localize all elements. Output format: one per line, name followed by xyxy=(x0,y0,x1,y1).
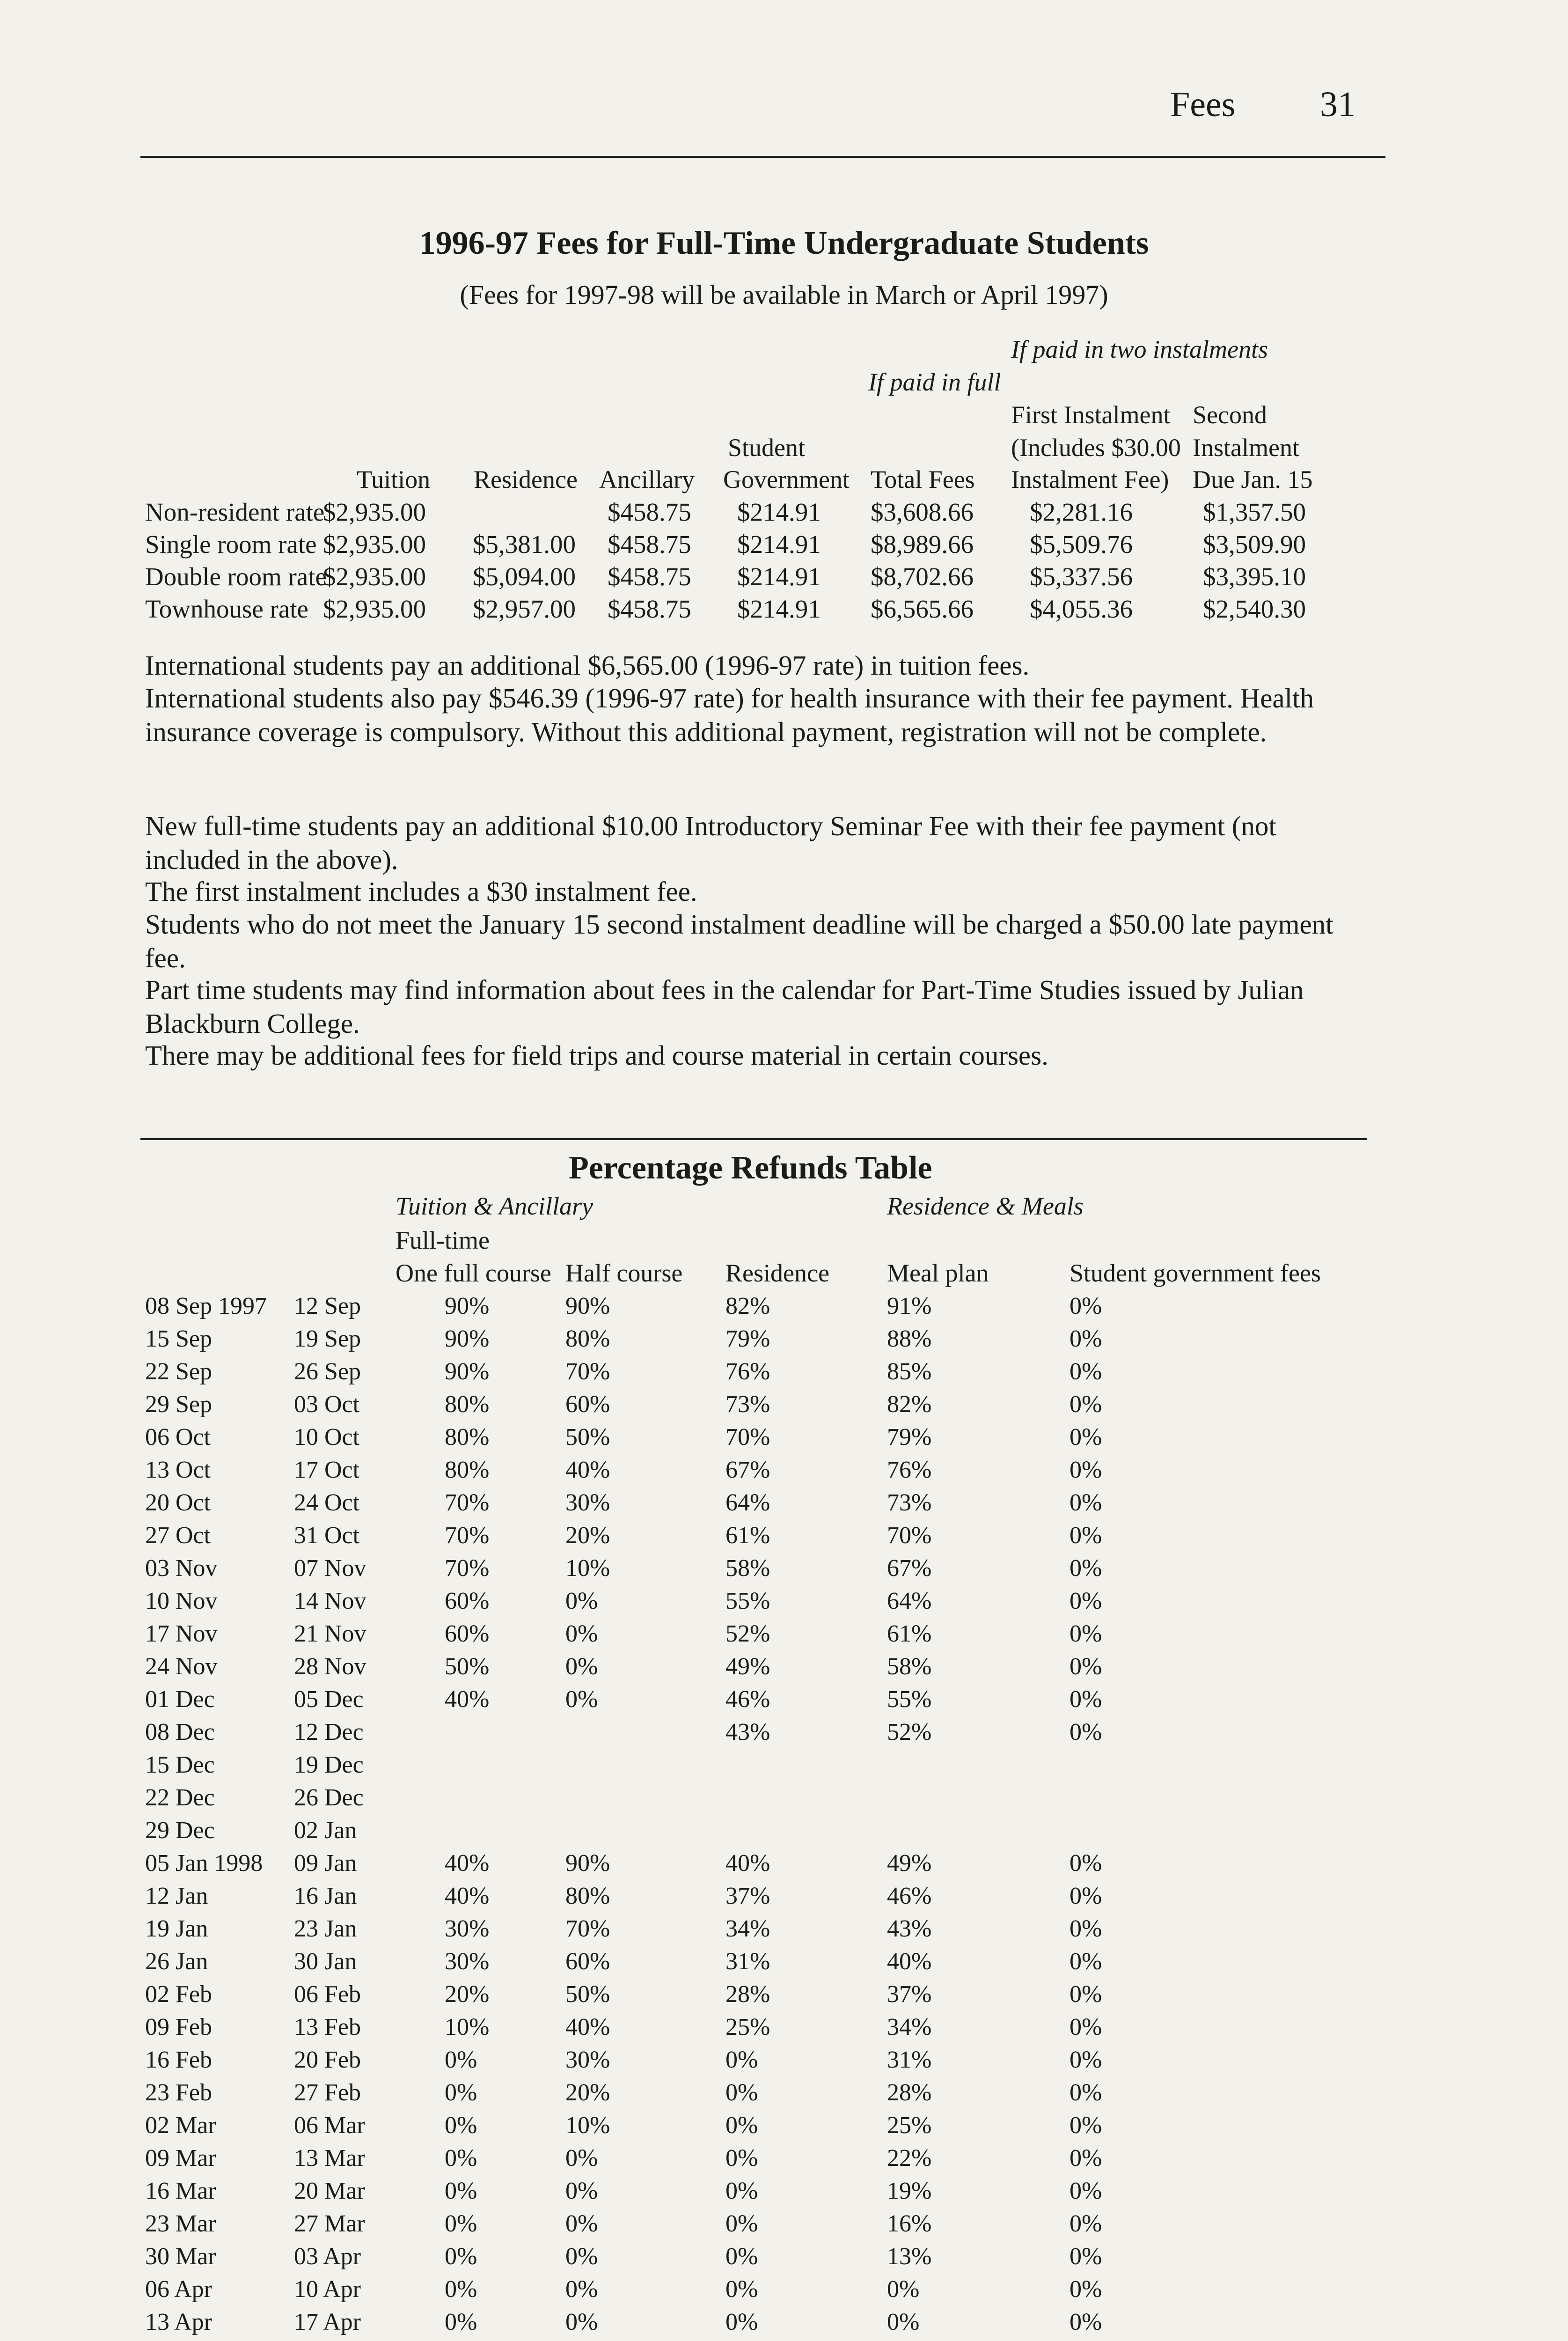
full-course-percent: 70% xyxy=(445,1489,490,1516)
period-start: 16 Feb xyxy=(145,2047,212,2073)
period-end: 27 Feb xyxy=(294,2079,361,2106)
header-half-course: Half course xyxy=(565,1259,683,1287)
ancillary-value: $458.75 xyxy=(608,498,691,526)
meal-plan-percent: 88% xyxy=(887,1325,932,1352)
half-course-percent: 80% xyxy=(565,1325,610,1352)
period-end: 09 Jan xyxy=(294,1850,357,1877)
government-value: $214.91 xyxy=(737,498,821,526)
full-course-percent: 0% xyxy=(445,2112,477,2139)
first-instalment-value: $4,055.36 xyxy=(1030,595,1133,623)
group-tuition-ancillary: Tuition & Ancillary xyxy=(396,1192,593,1220)
period-start: 26 Jan xyxy=(145,1948,208,1975)
residence-percent: 64% xyxy=(725,1489,770,1516)
period-end: 16 Jan xyxy=(294,1883,357,1909)
full-course-percent: 0% xyxy=(445,2243,477,2270)
header-total-fees: Total Fees xyxy=(871,465,975,493)
residence-percent: 70% xyxy=(725,1424,770,1450)
meal-plan-percent: 58% xyxy=(887,1653,932,1680)
header-residence-refund: Residence xyxy=(725,1259,829,1287)
header-residence: Residence xyxy=(474,465,578,493)
fee-note: International students pay an additional $6,565.00 (1996-97 rate) in tuition fees. xyxy=(145,650,1030,681)
student-government-percent: 0% xyxy=(1070,2112,1102,2139)
period-start: 09 Mar xyxy=(145,2145,216,2172)
full-course-percent: 0% xyxy=(445,2178,477,2204)
half-course-percent: 70% xyxy=(565,1358,610,1385)
meal-plan-percent: 13% xyxy=(887,2243,932,2270)
residence-percent: 0% xyxy=(725,2178,758,2204)
header-meal-plan: Meal plan xyxy=(887,1259,989,1287)
meal-plan-percent: 37% xyxy=(887,1981,932,2008)
full-course-percent: 80% xyxy=(445,1391,490,1418)
tuition-value: $2,935.00 xyxy=(323,498,426,526)
residence-percent: 73% xyxy=(725,1391,770,1418)
ancillary-value: $458.75 xyxy=(608,530,691,559)
half-course-percent: 40% xyxy=(565,1457,610,1483)
section-rule xyxy=(140,1138,1367,1140)
half-course-percent: 90% xyxy=(565,1850,610,1877)
first-instalment-value: $5,509.76 xyxy=(1030,530,1133,559)
half-course-percent: 0% xyxy=(565,1686,598,1713)
half-course-percent: 0% xyxy=(565,2145,598,2172)
period-end: 06 Feb xyxy=(294,1981,361,2008)
half-course-percent: 0% xyxy=(565,1653,598,1680)
residence-percent: 28% xyxy=(725,1981,770,2008)
residence-percent: 79% xyxy=(725,1325,770,1352)
half-course-percent: 70% xyxy=(565,1915,610,1942)
meal-plan-percent: 0% xyxy=(887,2276,920,2303)
period-start: 06 Apr xyxy=(145,2276,212,2303)
meal-plan-percent: 91% xyxy=(887,1293,932,1319)
period-start: 17 Nov xyxy=(145,1620,218,1647)
half-course-percent: 0% xyxy=(565,2276,598,2303)
full-course-percent: 0% xyxy=(445,2145,477,2172)
rate-label: Townhouse rate xyxy=(145,595,308,623)
student-government-percent: 0% xyxy=(1070,1850,1102,1877)
full-course-percent: 70% xyxy=(445,1555,490,1582)
residence-percent: 34% xyxy=(725,1915,770,1942)
residence-percent: 25% xyxy=(725,2014,770,2040)
government-value: $214.91 xyxy=(737,562,821,591)
meal-plan-percent: 70% xyxy=(887,1522,932,1549)
half-course-percent: 50% xyxy=(565,1424,610,1450)
half-course-percent: 10% xyxy=(565,1555,610,1582)
residence-percent: 0% xyxy=(725,2276,758,2303)
meal-plan-percent: 19% xyxy=(887,2178,932,2204)
total-value: $3,608.66 xyxy=(871,498,974,526)
residence-percent: 0% xyxy=(725,2112,758,2139)
period-end: 12 Sep xyxy=(294,1293,361,1319)
ancillary-value: $458.75 xyxy=(608,562,691,591)
full-course-percent: 40% xyxy=(445,1883,490,1909)
first-instalment-value: $2,281.16 xyxy=(1030,498,1133,526)
ancillary-value: $458.75 xyxy=(608,595,691,623)
student-government-percent: 0% xyxy=(1070,1883,1102,1909)
header-second-instalment-3: Due Jan. 15 xyxy=(1193,465,1313,493)
header-full-time: Full-time xyxy=(396,1226,490,1254)
total-value: $8,989.66 xyxy=(871,530,974,559)
period-start: 13 Apr xyxy=(145,2309,212,2335)
period-start: 02 Mar xyxy=(145,2112,216,2139)
meal-plan-percent: 28% xyxy=(887,2079,932,2106)
header-rule xyxy=(140,156,1385,158)
period-start: 13 Oct xyxy=(145,1457,211,1483)
header-second-instalment-2: Instalment xyxy=(1193,434,1299,462)
student-government-percent: 0% xyxy=(1070,1424,1102,1450)
residence-percent: 0% xyxy=(725,2047,758,2073)
tuition-value: $2,935.00 xyxy=(323,595,426,623)
period-end: 13 Mar xyxy=(294,2145,365,2172)
student-government-percent: 0% xyxy=(1070,1457,1102,1483)
period-start: 02 Feb xyxy=(145,1981,212,2008)
student-government-percent: 0% xyxy=(1070,2309,1102,2335)
rate-label: Double room rate xyxy=(145,562,327,591)
running-header-section: Fees xyxy=(1170,85,1236,124)
residence-percent: 67% xyxy=(725,1457,770,1483)
period-end: 20 Feb xyxy=(294,2047,361,2073)
full-course-percent: 60% xyxy=(445,1588,490,1614)
period-start: 06 Oct xyxy=(145,1424,211,1450)
period-end: 07 Nov xyxy=(294,1555,366,1582)
rate-label: Non-resident rate xyxy=(145,498,325,526)
residence-percent: 49% xyxy=(725,1653,770,1680)
residence-percent: 55% xyxy=(725,1588,770,1614)
residence-value: $5,094.00 xyxy=(473,562,576,591)
student-government-percent: 0% xyxy=(1070,1948,1102,1975)
total-value: $8,702.66 xyxy=(871,562,974,591)
half-course-percent: 0% xyxy=(565,1620,598,1647)
header-second-instalment-1: Second xyxy=(1193,401,1267,429)
residence-percent: 0% xyxy=(725,2079,758,2106)
fee-note: International students also pay $546.39 (1996-97 rate) for health insurance with their fee payment. Health insurance coverage is compulsory. Without this additional payment, registration will not be complete. xyxy=(145,683,1314,747)
header-first-instalment-1: First Instalment xyxy=(1011,401,1171,429)
residence-percent: 43% xyxy=(725,1719,770,1745)
student-government-percent: 0% xyxy=(1070,2047,1102,2073)
fee-note: Students who do not meet the January 15 second instalment deadline will be charged a $50.00 late payment fee. xyxy=(145,909,1334,973)
full-course-percent: 0% xyxy=(445,2210,477,2237)
full-course-percent: 60% xyxy=(445,1620,490,1647)
student-government-percent: 0% xyxy=(1070,1686,1102,1713)
period-start: 10 Nov xyxy=(145,1588,218,1614)
meal-plan-percent: 0% xyxy=(887,2309,920,2335)
full-course-percent: 90% xyxy=(445,1293,490,1319)
half-course-percent: 60% xyxy=(565,1391,610,1418)
period-end: 03 Apr xyxy=(294,2243,361,2270)
student-government-percent: 0% xyxy=(1070,2243,1102,2270)
period-start: 23 Mar xyxy=(145,2210,216,2237)
meal-plan-percent: 22% xyxy=(887,2145,932,2172)
half-course-percent: 30% xyxy=(565,1489,610,1516)
period-start: 29 Dec xyxy=(145,1817,215,1844)
residence-percent: 46% xyxy=(725,1686,770,1713)
total-value: $6,565.66 xyxy=(871,595,974,623)
full-course-percent: 30% xyxy=(445,1948,490,1975)
period-start: 22 Dec xyxy=(145,1784,215,1811)
second-instalment-value: $3,395.10 xyxy=(1203,562,1306,591)
residence-percent: 52% xyxy=(725,1620,770,1647)
half-course-percent: 0% xyxy=(565,1588,598,1614)
period-start: 24 Nov xyxy=(145,1653,218,1680)
period-start: 08 Dec xyxy=(145,1719,215,1745)
fees-table-title: 1996-97 Fees for Full-Time Undergraduate Students xyxy=(419,225,1149,261)
government-value: $214.91 xyxy=(737,595,821,623)
header-tuition: Tuition xyxy=(357,465,431,493)
meal-plan-percent: 79% xyxy=(887,1424,932,1450)
period-end: 06 Mar xyxy=(294,2112,365,2139)
second-instalment-value: $1,357.50 xyxy=(1203,498,1306,526)
student-government-percent: 0% xyxy=(1070,2145,1102,2172)
period-end: 12 Dec xyxy=(294,1719,364,1745)
period-start: 16 Mar xyxy=(145,2178,216,2204)
period-start: 29 Sep xyxy=(145,1391,212,1418)
full-course-percent: 0% xyxy=(445,2276,477,2303)
full-course-percent: 40% xyxy=(445,1850,490,1877)
period-end: 26 Dec xyxy=(294,1784,364,1811)
full-course-percent: 40% xyxy=(445,1686,490,1713)
residence-percent: 37% xyxy=(725,1883,770,1909)
header-student: Student xyxy=(728,434,806,462)
half-course-percent: 90% xyxy=(565,1293,610,1319)
student-government-percent: 0% xyxy=(1070,1653,1102,1680)
period-start: 01 Dec xyxy=(145,1686,215,1713)
fee-note: The first instalment includes a $30 instalment fee. xyxy=(145,876,697,907)
page-number: 31 xyxy=(1320,85,1356,124)
period-end: 21 Nov xyxy=(294,1620,366,1647)
header-first-instalment-2: (Includes $30.00 xyxy=(1011,434,1181,462)
student-government-percent: 0% xyxy=(1070,1588,1102,1614)
period-end: 03 Oct xyxy=(294,1391,360,1418)
half-course-percent: 60% xyxy=(565,1948,610,1975)
header-student-government-fees: Student government fees xyxy=(1070,1259,1321,1287)
full-course-percent: 0% xyxy=(445,2079,477,2106)
period-start: 23 Feb xyxy=(145,2079,212,2106)
government-value: $214.91 xyxy=(737,530,821,559)
period-end: 19 Dec xyxy=(294,1752,364,1778)
period-start: 15 Sep xyxy=(145,1325,212,1352)
fee-note: New full-time students pay an additional $10.00 Introductory Seminar Fee with their fee payment (not included in the above). xyxy=(145,810,1276,875)
residence-percent: 61% xyxy=(725,1522,770,1549)
student-government-percent: 0% xyxy=(1070,2178,1102,2204)
student-government-percent: 0% xyxy=(1070,2276,1102,2303)
residence-value: $5,381.00 xyxy=(473,530,576,559)
period-end: 02 Jan xyxy=(294,1817,357,1844)
residence-percent: 0% xyxy=(725,2243,758,2270)
meal-plan-percent: 40% xyxy=(887,1948,932,1975)
meal-plan-percent: 73% xyxy=(887,1489,932,1516)
meal-plan-percent: 16% xyxy=(887,2210,932,2237)
period-end: 17 Oct xyxy=(294,1457,360,1483)
period-end: 19 Sep xyxy=(294,1325,361,1352)
period-end: 28 Nov xyxy=(294,1653,366,1680)
student-government-percent: 0% xyxy=(1070,1391,1102,1418)
meal-plan-percent: 43% xyxy=(887,1915,932,1942)
half-course-percent: 80% xyxy=(565,1883,610,1909)
header-if-two-instalments: If paid in two instalments xyxy=(1011,335,1268,363)
half-course-percent: 20% xyxy=(565,1522,610,1549)
half-course-percent: 0% xyxy=(565,2210,598,2237)
period-start: 09 Feb xyxy=(145,2014,212,2040)
period-end: 14 Nov xyxy=(294,1588,366,1614)
rate-label: Single room rate xyxy=(145,530,317,559)
meal-plan-percent: 64% xyxy=(887,1588,932,1614)
student-government-percent: 0% xyxy=(1070,2079,1102,2106)
meal-plan-percent: 34% xyxy=(887,2014,932,2040)
period-end: 17 Apr xyxy=(294,2309,361,2335)
residence-percent: 31% xyxy=(725,1948,770,1975)
period-start: 15 Dec xyxy=(145,1752,215,1778)
meal-plan-percent: 25% xyxy=(887,2112,932,2139)
tuition-value: $2,935.00 xyxy=(323,530,426,559)
period-start: 05 Jan 1998 xyxy=(145,1850,263,1877)
full-course-percent: 90% xyxy=(445,1325,490,1352)
student-government-percent: 0% xyxy=(1070,1293,1102,1319)
group-residence-meals: Residence & Meals xyxy=(887,1192,1084,1220)
student-government-percent: 0% xyxy=(1070,1522,1102,1549)
tuition-value: $2,935.00 xyxy=(323,562,426,591)
full-course-percent: 90% xyxy=(445,1358,490,1385)
period-end: 27 Mar xyxy=(294,2210,365,2237)
full-course-percent: 80% xyxy=(445,1424,490,1450)
header-one-full-course: One full course xyxy=(396,1259,551,1287)
period-end: 31 Oct xyxy=(294,1522,360,1549)
period-end: 13 Feb xyxy=(294,2014,361,2040)
period-end: 10 Apr xyxy=(294,2276,361,2303)
period-end: 05 Dec xyxy=(294,1686,364,1713)
full-course-percent: 50% xyxy=(445,1653,490,1680)
residence-percent: 58% xyxy=(725,1555,770,1582)
half-course-percent: 50% xyxy=(565,1981,610,2008)
full-course-percent: 0% xyxy=(445,2309,477,2335)
residence-percent: 76% xyxy=(725,1358,770,1385)
full-course-percent: 10% xyxy=(445,2014,490,2040)
period-start: 30 Mar xyxy=(145,2243,216,2270)
meal-plan-percent: 61% xyxy=(887,1620,932,1647)
half-course-percent: 0% xyxy=(565,2309,598,2335)
period-end: 20 Mar xyxy=(294,2178,365,2204)
meal-plan-percent: 31% xyxy=(887,2047,932,2073)
first-instalment-value: $5,337.56 xyxy=(1030,562,1133,591)
full-course-percent: 20% xyxy=(445,1981,490,2008)
meal-plan-percent: 67% xyxy=(887,1555,932,1582)
header-first-instalment-3: Instalment Fee) xyxy=(1011,465,1169,493)
fee-note: There may be additional fees for field trips and course material in certain courses. xyxy=(145,1040,1048,1071)
meal-plan-percent: 76% xyxy=(887,1457,932,1483)
meal-plan-percent: 52% xyxy=(887,1719,932,1745)
fee-note: Part time students may find information about fees in the calendar for Part-Time Studies issued by Julian Blackburn College. xyxy=(145,974,1304,1039)
meal-plan-percent: 49% xyxy=(887,1850,932,1877)
period-start: 19 Jan xyxy=(145,1915,208,1942)
period-end: 24 Oct xyxy=(294,1489,360,1516)
residence-percent: 0% xyxy=(725,2210,758,2237)
student-government-percent: 0% xyxy=(1070,1981,1102,2008)
half-course-percent: 40% xyxy=(565,2014,610,2040)
header-government: Government xyxy=(723,465,850,493)
period-end: 30 Jan xyxy=(294,1948,357,1975)
meal-plan-percent: 55% xyxy=(887,1686,932,1713)
student-government-percent: 0% xyxy=(1070,1719,1102,1745)
full-course-percent: 80% xyxy=(445,1457,490,1483)
full-course-percent: 0% xyxy=(445,2047,477,2073)
period-start: 03 Nov xyxy=(145,1555,218,1582)
residence-value: $2,957.00 xyxy=(473,595,576,623)
fees-table-subtitle: (Fees for 1997-98 will be available in March or April 1997) xyxy=(460,280,1108,310)
half-course-percent: 0% xyxy=(565,2243,598,2270)
full-course-percent: 30% xyxy=(445,1915,490,1942)
header-ancillary: Ancillary xyxy=(599,465,695,493)
header-if-full: If paid in full xyxy=(868,368,1001,396)
student-government-percent: 0% xyxy=(1070,2210,1102,2237)
student-government-percent: 0% xyxy=(1070,1325,1102,1352)
student-government-percent: 0% xyxy=(1070,2014,1102,2040)
meal-plan-percent: 82% xyxy=(887,1391,932,1418)
student-government-percent: 0% xyxy=(1070,1915,1102,1942)
second-instalment-value: $2,540.30 xyxy=(1203,595,1306,623)
second-instalment-value: $3,509.90 xyxy=(1203,530,1306,559)
full-course-percent: 70% xyxy=(445,1522,490,1549)
period-end: 23 Jan xyxy=(294,1915,357,1942)
residence-percent: 82% xyxy=(725,1293,770,1319)
half-course-percent: 30% xyxy=(565,2047,610,2073)
meal-plan-percent: 85% xyxy=(887,1358,932,1385)
half-course-percent: 10% xyxy=(565,2112,610,2139)
residence-percent: 0% xyxy=(725,2145,758,2172)
student-government-percent: 0% xyxy=(1070,1358,1102,1385)
refunds-table-title: Percentage Refunds Table xyxy=(569,1150,932,1186)
period-start: 08 Sep 1997 xyxy=(145,1293,267,1319)
residence-percent: 0% xyxy=(725,2309,758,2335)
period-start: 27 Oct xyxy=(145,1522,211,1549)
student-government-percent: 0% xyxy=(1070,1620,1102,1647)
student-government-percent: 0% xyxy=(1070,1489,1102,1516)
meal-plan-percent: 46% xyxy=(887,1883,932,1909)
period-end: 26 Sep xyxy=(294,1358,361,1385)
period-start: 20 Oct xyxy=(145,1489,211,1516)
student-government-percent: 0% xyxy=(1070,1555,1102,1582)
half-course-percent: 20% xyxy=(565,2079,610,2106)
residence-percent: 40% xyxy=(725,1850,770,1877)
period-start: 22 Sep xyxy=(145,1358,212,1385)
period-end: 10 Oct xyxy=(294,1424,360,1450)
half-course-percent: 0% xyxy=(565,2178,598,2204)
period-start: 12 Jan xyxy=(145,1883,208,1909)
